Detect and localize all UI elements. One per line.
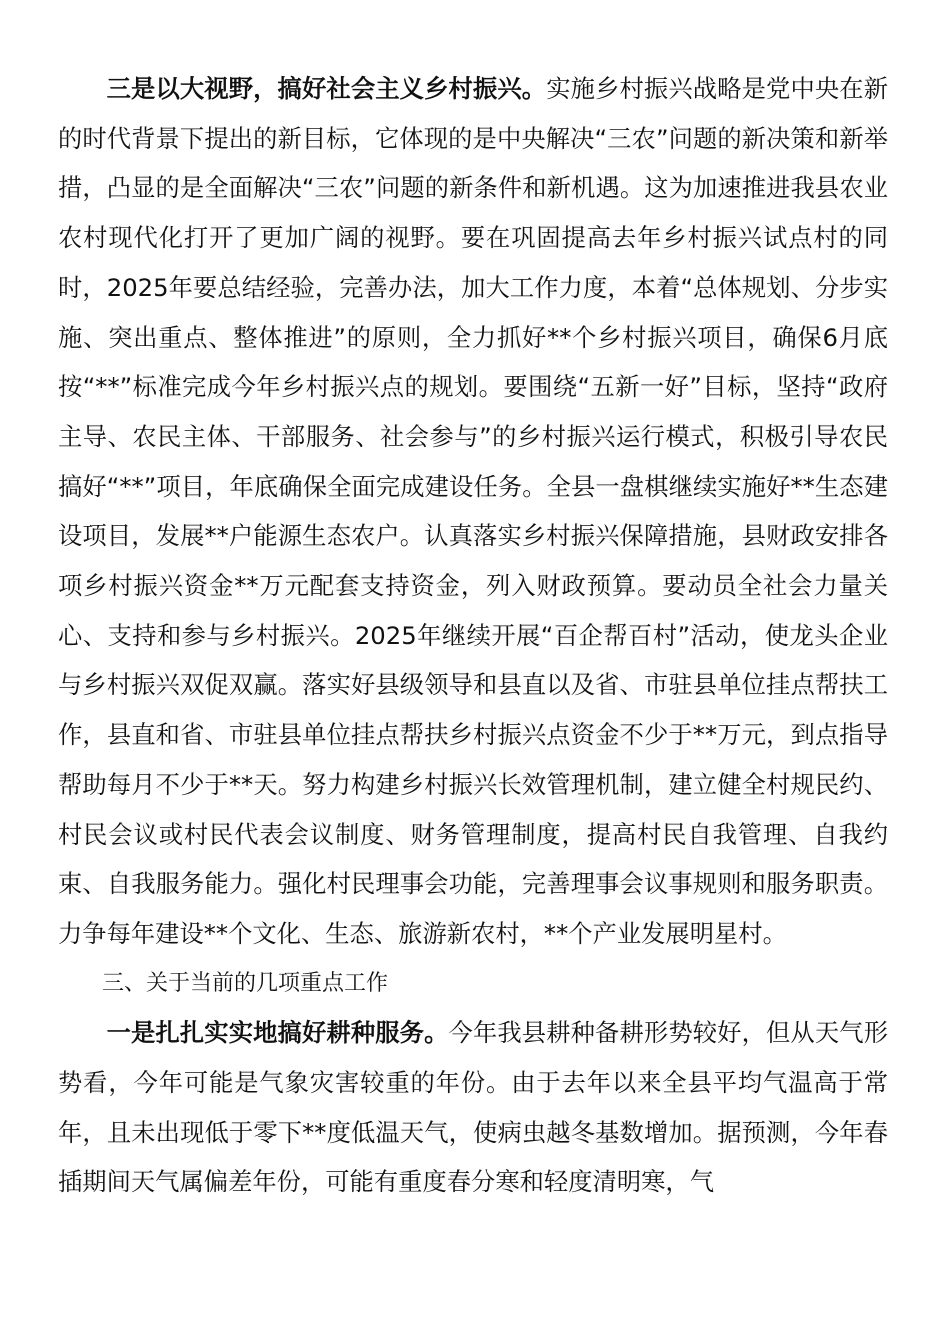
paragraph-body-text: 实施乡村振兴战略是党中央在新的时代背景下提出的新目标，它体现的是中央解决“三农”问题的新决策和新举措，凸显的是全面解决“三农”问题的新条件和新机遇。这为加速推进我县农业农村现代化打开了更加广阔的视野。要在巩固提高去年乡村振兴试点村的同时，2025年要总结经验，完善办法，加大工作力度，本着“总体规划、分步实施、突出重点、整体推进”的原则，全力抓好**个乡村振兴项目，确保6月底按“**”标准完成今年乡村振兴点的规划。要围绕“五新一好”目标，坚持“政府主导、农民主体、干部服务、社会参与”的乡村振兴运行模式，积极引导农民搞好“**”项目，年底确保全面完成建设任务。全县一盘棋继续实施好**生态建设项目，发展**户能源生态农户。认真落实乡村振兴保障措施，县财政安排各项乡村振兴资金**万元配套支持资金，列入财政预算。要动员全社会力量关心、支持和参与乡村振兴。2025年继续开展“百企帮百村”活动，使龙头企业与乡村振兴双促双赢。落实好县级领导和县直以及省、市驻县单位挂点帮扶工作，县直和省、市驻县单位挂点帮扶乡村振兴点资金不少于**万元，到点指导帮助每月不少于**天。努力构建乡村振兴长效管理机制，建立健全村规民约、村民会议或村民代表会议制度、财务管理制度，提高村民自我管理、自我约束、自我服务能力。强化村民理事会功能，完善理事会议事规则和服务职责。力争每年建设**个文化、生态、旅游新农村，**个产业发展明星村。	[58, 74, 889, 948]
document-page	[58, 64, 888, 1207]
section-heading: 三、关于当前的几项重点工作	[102, 970, 389, 996]
paragraph-lead-sentence: 一是扎扎实实地搞好耕种服务。	[106, 1018, 449, 1048]
paragraph-farming-service	[58, 1008, 888, 1207]
paragraph-body-text: 今年我县耕种备耕形势较好，但从天气形势看，今年可能是气象灾害较重的年份。由于去年以来全县平均气温高于常年，且未出现低于零下**度低温天气，使病虫越冬基数增加。据预测，今年春插期间天气属偏差年份，可能有重度春分寒和轻度清明寒，气	[58, 1018, 888, 1197]
paragraph-lead-sentence: 三是以大视野，搞好社会主义乡村振兴。	[106, 74, 547, 103]
paragraph-rural-revitalization	[58, 64, 888, 959]
